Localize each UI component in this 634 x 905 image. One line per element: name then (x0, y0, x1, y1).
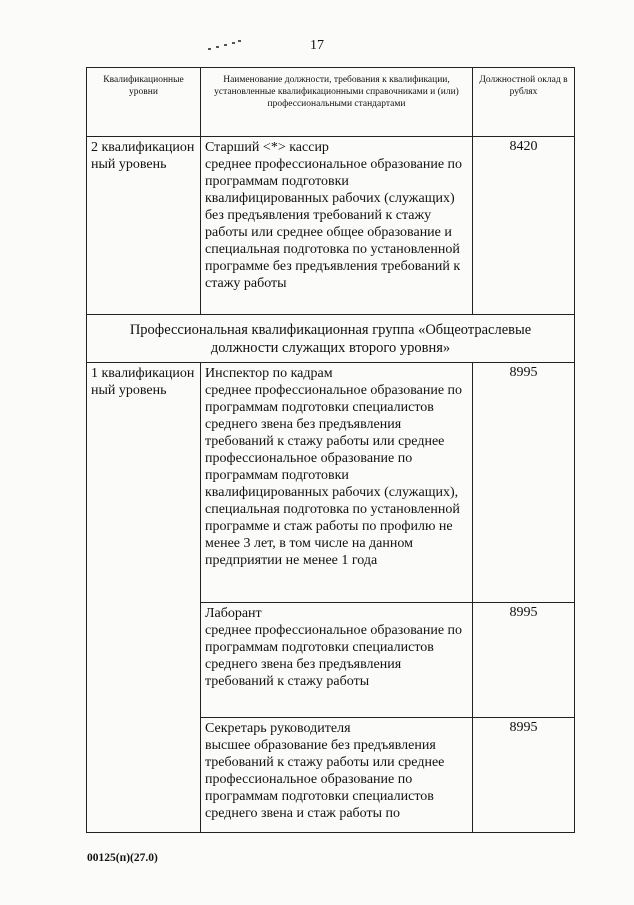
salary-cell: 8995 (473, 603, 575, 718)
position-title: Лаборант (205, 606, 262, 621)
position-title: Старший <*> кассир (205, 140, 329, 155)
position-requirements: высшее образование без предъявления требований к стажу работы или среднее профессиональное образование по программам подготовки специалистов среднего звена и стаж работы по (205, 738, 445, 821)
position-cell (201, 137, 473, 315)
qualification-table (86, 67, 575, 833)
salary-cell: 8995 (473, 363, 575, 603)
page-number: 17 (310, 38, 324, 53)
position-cell (201, 718, 473, 833)
group-title: Профессиональная квалификационная группа «Общеотраслевые должности служащих второго уровня» (87, 315, 575, 363)
position-title: Секретарь руководителя (205, 721, 351, 736)
header-level: Квалификационные уровни (87, 68, 201, 137)
salary-cell: 8420 (473, 137, 575, 315)
salary-cell: 8995 (473, 718, 575, 833)
group-title-row (87, 315, 575, 363)
table-header-row (87, 68, 575, 137)
level-cell: 2 квалификацион ный уровень (87, 137, 201, 315)
position-requirements: среднее профессиональное образование по программам подготовки квалифицированных рабочих (служащих) без предъявления требований к стажу работы или среднее общее образование и специальная подготовка по установленной программе без предъявления требований к стажу работы (205, 157, 463, 291)
position-requirements: среднее профессиональное образование по программам подготовки специалистов среднего звена без предъявления требований к стажу работы (205, 623, 463, 689)
position-requirements: среднее профессиональное образование по программам подготовки специалистов среднего звена без предъявления требований к стажу работы или среднее профессиональное образование по программам подготовки квалифицированных рабочих (служащих), специальная подготовка по установленной программе и стаж работы по профилю не менее 3 лет, в том числе на данном предприятии не менее 1 года (205, 383, 463, 568)
level-cell: 1 квалификацион ный уровень (87, 363, 201, 833)
header-position: Наименование должности, требования к квалификации, установленные квалификационными справочниками и (или) профессиональными стандартами (201, 68, 473, 137)
document-code: 00125(п)(27.0) (87, 852, 158, 864)
table-row (87, 363, 575, 603)
table-row (87, 137, 575, 315)
position-cell (201, 363, 473, 603)
header-salary: Должностной оклад в рублях (473, 68, 575, 137)
position-cell (201, 603, 473, 718)
position-title: Инспектор по кадрам (205, 366, 333, 381)
